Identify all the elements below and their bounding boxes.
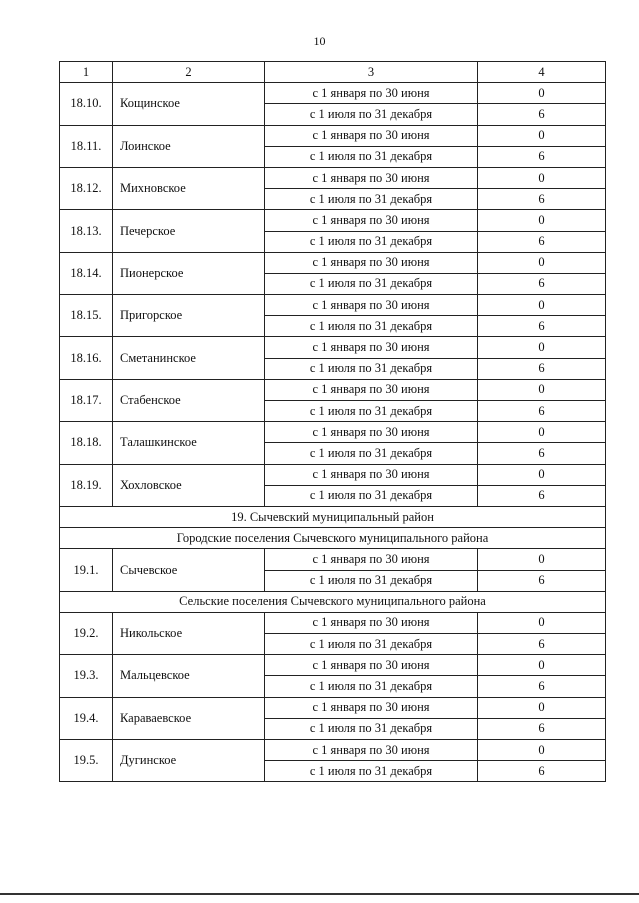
settlement-name: Пригорское (113, 295, 265, 337)
value-cell: 6 (478, 570, 606, 591)
value-cell: 0 (478, 549, 606, 570)
settlement-name: Никольское (113, 612, 265, 654)
entry-number: 19.4. (60, 697, 113, 739)
table-row (60, 295, 606, 316)
table-row (60, 655, 606, 676)
value-cell: 0 (478, 337, 606, 358)
entry-number: 18.11. (60, 125, 113, 167)
period-cell: с 1 января по 30 июня (265, 83, 478, 104)
table-row (60, 697, 606, 718)
settlement-name: Караваевское (113, 697, 265, 739)
period-cell: с 1 января по 30 июня (265, 612, 478, 633)
entry-number: 18.16. (60, 337, 113, 379)
entry-number: 18.13. (60, 210, 113, 252)
period-cell: с 1 июля по 31 декабря (265, 718, 478, 739)
period-cell: с 1 января по 30 июня (265, 655, 478, 676)
section-title: Городские поселения Сычевского муниципального района (60, 528, 606, 549)
period-cell: с 1 января по 30 июня (265, 422, 478, 443)
value-cell: 0 (478, 295, 606, 316)
section-row (60, 506, 606, 527)
table-row (60, 125, 606, 146)
table-row (60, 422, 606, 443)
settlement-name: Хохловское (113, 464, 265, 506)
period-cell: с 1 января по 30 июня (265, 464, 478, 485)
value-cell: 6 (478, 146, 606, 167)
value-cell: 6 (478, 231, 606, 252)
value-cell: 6 (478, 634, 606, 655)
table-row (60, 379, 606, 400)
period-cell: с 1 января по 30 июня (265, 549, 478, 570)
entry-number: 19.1. (60, 549, 113, 591)
value-cell: 6 (478, 718, 606, 739)
value-cell: 6 (478, 761, 606, 782)
value-cell: 6 (478, 189, 606, 210)
entry-number: 18.12. (60, 167, 113, 209)
settlement-name: Сметанинское (113, 337, 265, 379)
value-cell: 6 (478, 443, 606, 464)
settlement-name: Печерское (113, 210, 265, 252)
entry-number: 19.5. (60, 740, 113, 782)
period-cell: с 1 июля по 31 декабря (265, 231, 478, 252)
table-row (60, 612, 606, 633)
entry-number: 18.15. (60, 295, 113, 337)
period-cell: с 1 июля по 31 декабря (265, 358, 478, 379)
entry-number: 19.3. (60, 655, 113, 697)
period-cell: с 1 июля по 31 декабря (265, 104, 478, 125)
value-cell: 0 (478, 740, 606, 761)
value-cell: 0 (478, 210, 606, 231)
value-cell: 6 (478, 316, 606, 337)
value-cell: 6 (478, 273, 606, 294)
entry-number: 19.2. (60, 612, 113, 654)
section-row (60, 591, 606, 612)
settlement-name: Лоинское (113, 125, 265, 167)
section-title: Сельские поселения Сычевского муниципального района (60, 591, 606, 612)
entry-number: 18.14. (60, 252, 113, 294)
table-row (60, 337, 606, 358)
period-cell: с 1 января по 30 июня (265, 379, 478, 400)
settlements-table (59, 61, 606, 782)
value-cell: 0 (478, 464, 606, 485)
settlement-name: Пионерское (113, 252, 265, 294)
table-row (60, 252, 606, 273)
value-cell: 0 (478, 612, 606, 633)
entry-number: 18.18. (60, 422, 113, 464)
period-cell: с 1 июля по 31 декабря (265, 401, 478, 422)
table-body (60, 83, 606, 782)
period-cell: с 1 января по 30 июня (265, 125, 478, 146)
value-cell: 0 (478, 167, 606, 188)
period-cell: с 1 июля по 31 декабря (265, 761, 478, 782)
value-cell: 6 (478, 401, 606, 422)
column-header-4: 4 (478, 62, 606, 83)
value-cell: 6 (478, 358, 606, 379)
value-cell: 0 (478, 83, 606, 104)
settlement-name: Кощинское (113, 83, 265, 125)
period-cell: с 1 июля по 31 декабря (265, 189, 478, 210)
column-header-1: 1 (60, 62, 113, 83)
settlement-name: Талашкинское (113, 422, 265, 464)
value-cell: 0 (478, 697, 606, 718)
value-cell: 0 (478, 655, 606, 676)
settlement-name: Дугинское (113, 740, 265, 782)
settlement-name: Михновское (113, 167, 265, 209)
table-row (60, 464, 606, 485)
period-cell: с 1 января по 30 июня (265, 697, 478, 718)
period-cell: с 1 января по 30 июня (265, 210, 478, 231)
period-cell: с 1 июля по 31 декабря (265, 443, 478, 464)
table-row (60, 210, 606, 231)
period-cell: с 1 января по 30 июня (265, 295, 478, 316)
table-row (60, 549, 606, 570)
value-cell: 0 (478, 379, 606, 400)
period-cell: с 1 июля по 31 декабря (265, 273, 478, 294)
entry-number: 18.17. (60, 379, 113, 421)
value-cell: 0 (478, 125, 606, 146)
section-title: 19. Сычевский муниципальный район (60, 506, 606, 527)
period-cell: с 1 июля по 31 декабря (265, 676, 478, 697)
table-header-row (60, 62, 606, 83)
section-row (60, 528, 606, 549)
settlement-name: Сычевское (113, 549, 265, 591)
page-number: 10 (313, 34, 326, 48)
period-cell: с 1 января по 30 июня (265, 167, 478, 188)
period-cell: с 1 января по 30 июня (265, 252, 478, 273)
entry-number: 18.19. (60, 464, 113, 506)
value-cell: 0 (478, 252, 606, 273)
table-row (60, 83, 606, 104)
settlement-name: Стабенское (113, 379, 265, 421)
value-cell: 6 (478, 676, 606, 697)
bottom-rule (0, 893, 639, 895)
table-row (60, 740, 606, 761)
column-header-3: 3 (265, 62, 478, 83)
value-cell: 0 (478, 422, 606, 443)
period-cell: с 1 января по 30 июня (265, 740, 478, 761)
period-cell: с 1 июля по 31 декабря (265, 316, 478, 337)
table-row (60, 167, 606, 188)
period-cell: с 1 июля по 31 декабря (265, 570, 478, 591)
column-header-2: 2 (113, 62, 265, 83)
value-cell: 6 (478, 104, 606, 125)
period-cell: с 1 июля по 31 декабря (265, 146, 478, 167)
value-cell: 6 (478, 485, 606, 506)
period-cell: с 1 июля по 31 декабря (265, 485, 478, 506)
settlement-name: Мальцевское (113, 655, 265, 697)
entry-number: 18.10. (60, 83, 113, 125)
period-cell: с 1 июля по 31 декабря (265, 634, 478, 655)
period-cell: с 1 января по 30 июня (265, 337, 478, 358)
